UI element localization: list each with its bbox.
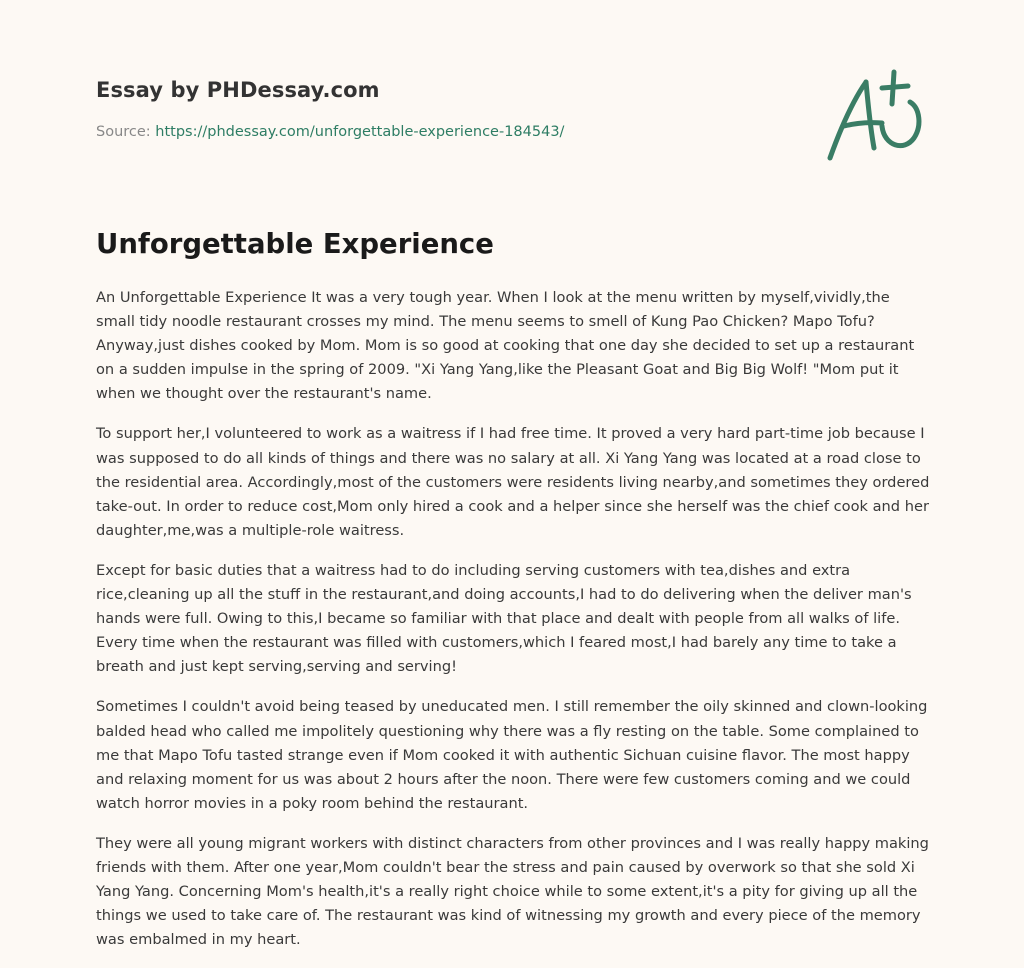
source-link[interactable]: https://phdessay.com/unforgettable-experience-184543/ — [155, 124, 565, 140]
essay-paragraph: An Unforgettable Experience It was a very tough year. When I look at the menu written by myself,vividly,the small tidy noodle restaurant crosses my mind. The menu seems to smell of Kung Pao Chicken? Mapo Tofu? Anyway,just dishes cooked by Mom. Mom is so good at cooking that one day she decided to set up a restaurant on a sudden impulse in the spring of 2009. "Xi Yang Yang,like the Pleasant Goat and Big Big Wolf! "Mom put it when we thought over the restaurant's name. — [96, 289, 915, 403]
essay-body — [96, 286, 930, 968]
source-label: Source: — [96, 124, 156, 140]
essay-paragraph: Sometimes I couldn't avoid being teased by uneducated men. I still remember the oily skinned and clown-looking balded head who called me impolitely questioning why there was a fly resting on the table. Some complained to me that Mapo Tofu tasted strange even if Mom cooked it with authentic Sichuan cuisine flavor. The most happy and relaxing moment for us was about 2 hours after the noon. There were few customers coming and we could watch horror movies in a poky room behind the restaurant. — [96, 698, 928, 812]
essay-paragraph: Except for basic duties that a waitress had to do including serving customers with tea,dishes and extra rice,cleaning up all the stuff in the restaurant,and doing accounts,I had to do delivering when the deliver man's hands were full. Owing to this,I became so familiar with that place and dealt with people from all walks of life. Every time when the restaurant was filled with customers,which I feared most,I had barely any time to take a breath and just kept serving,serving and serving! — [96, 561, 912, 676]
site-brand: Essay by PHDessay.com — [96, 78, 380, 102]
a-plus-logo-icon — [822, 68, 930, 164]
source-line — [96, 124, 564, 140]
page-header — [96, 76, 928, 140]
essay-paragraph: They were all young migrant workers with distinct characters from other provinces and I was really happy making friends with them. After one year,Mom couldn't bear the stress and pain caused by overwork so that she sold Xi Yang Yang. Concerning Mom's health,it's a really right choice while to some extent,it's a pity for giving up all the things we used to take care of. The restaurant was kind of witnessing my growth and every piece of the memory was embalmed in my heart. — [96, 834, 929, 949]
essay-title: Unforgettable Experience — [96, 228, 494, 260]
essay-paragraph: To support her,I volunteered to work as a waitress if I had free time. It proved a very hard part-time job because I was supposed to do all kinds of things and there was no salary at all. Xi Yang Yang was located at a road close to the residential area. Accordingly,most of the customers were residents living nearby,and sometimes they ordered take-out. In order to reduce cost,Mom only hired a cook and a helper since she herself was the chief cook and her daughter,me,was a multiple-role waitress. — [96, 425, 930, 539]
